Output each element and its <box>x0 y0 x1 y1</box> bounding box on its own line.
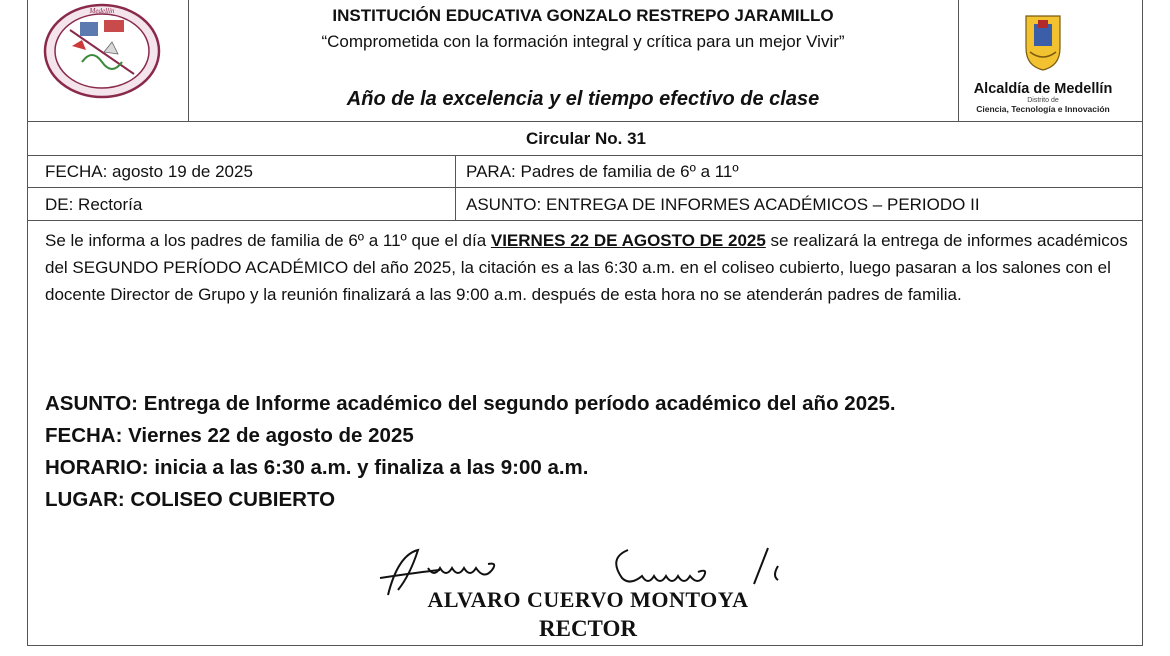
divider <box>28 155 1142 156</box>
city-logo <box>968 12 1118 122</box>
subject-field: ASUNTO: ENTREGA DE INFORMES ACADÉMICOS – PERIODO II <box>466 195 980 214</box>
summary-location: LUGAR: COLISEO CUBIERTO <box>45 488 336 511</box>
coat-of-arms-icon <box>968 12 1118 72</box>
recipient-field: PARA: Padres de familia de 6º a 11º <box>466 162 739 181</box>
signatory-name: ALVARO CUERVO MONTOYA <box>427 587 749 612</box>
summary-subject: ASUNTO: Entrega de Informe académico del segundo período académico del año 2025. <box>45 392 896 415</box>
city-logo-title: Alcaldía de Medellín <box>973 81 1113 97</box>
divider <box>28 220 1142 221</box>
school-logo <box>42 2 162 100</box>
circular-number: Circular No. 31 <box>526 129 646 148</box>
divider <box>455 155 456 220</box>
sender-field: DE: Rectoría <box>45 195 143 214</box>
circular-document <box>27 0 1143 646</box>
divider <box>28 187 1142 188</box>
city-logo-sub2: Ciencia, Tecnología e Innovación <box>976 104 1110 114</box>
body-paragraph <box>45 227 1130 308</box>
city-logo-sub1: Distrito de <box>1027 97 1059 104</box>
date-field: FECHA: agosto 19 de 2025 <box>45 162 253 181</box>
year-slogan: Año de la excelencia y el tiempo efectivo de clase <box>346 88 820 110</box>
svg-text:Medellín: Medellín <box>89 7 115 15</box>
meeting-date-highlight: VIERNES 22 DE AGOSTO DE 2025 <box>490 231 766 250</box>
signatory-role: RECTOR <box>539 616 637 641</box>
summary-schedule: HORARIO: inicia a las 6:30 a.m. y finaliza a las 9:00 a.m. <box>45 456 589 479</box>
body-text-part: Se le informa a los padres de familia de 6º a 11º que el día <box>45 231 491 250</box>
body-text-part: se realizará la entrega de informes académicos del SEGUNDO PERÍODO ACADÉMICO del año 2025, la citación es a las 6:30 a.m. en el coliseo cubierto, luego pasaran a los salones con el docente Director de Grupo y la reunión finalizará a las 9:00 a.m. después de esta hora no se atenderán padres de familia. <box>45 231 1128 304</box>
institution-name: INSTITUCIÓN EDUCATIVA GONZALO RESTREPO JARAMILLO <box>332 6 834 25</box>
institution-motto: “Comprometida con la formación integral y crítica para un mejor Vivir” <box>321 32 845 51</box>
summary-date: FECHA: Viernes 22 de agosto de 2025 <box>45 424 414 447</box>
